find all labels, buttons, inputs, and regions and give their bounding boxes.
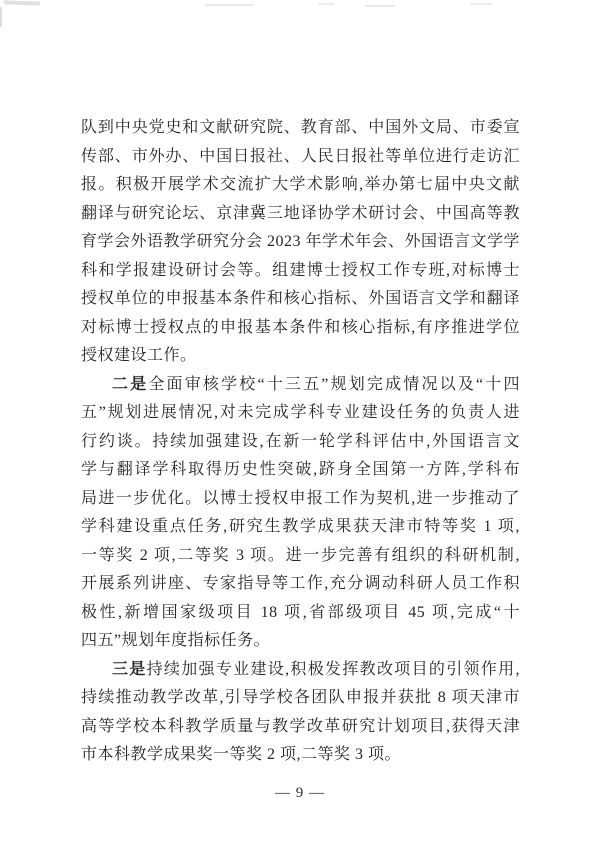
text-line: 开展系列讲座、专家指导等工作,充分调动科研人员工作积 [81,575,520,592]
paragraph-lead: 三是 [112,660,147,678]
text-line: 学与翻译学科取得历史性突破,跻身全国第一方阵,学科布 [81,461,520,478]
text-line: 翻译与研究论坛、京津冀三地译协学术研讨会、中国高等教 [81,204,520,222]
scan-artifact [205,4,253,6]
text-line: 行约谈。持续加强建设,在新一轮学科评估中,外国语言文 [81,432,520,450]
page-footer [0,783,600,803]
scan-artifact [318,3,334,5]
text-line: 二是全面审核学校“十三五”规划完成情况以及“十四 [112,375,520,393]
text-line: 持续推动教学改革,引导学校各团队申报并获批 8 项天津市 [81,689,520,706]
paragraph [81,656,520,770]
scan-artifact [470,3,492,5]
text-line: 四五”规划年度指标任务。 [81,632,271,649]
paragraph [81,114,520,371]
text-line: 市本科教学成果奖一等奖 2 项,二等奖 3 项。 [81,746,402,763]
text-line: 授权建设工作。 [81,347,197,364]
scan-artifact [365,5,395,7]
paragraph-lead: 二是 [112,375,149,393]
text-line: 局进一步优化。以博士授权申报工作为契机,进一步推动了 [81,489,520,507]
text-line: 三是持续加强专业建设,积极发挥教改项目的引领作用, [112,660,520,678]
scan-artifact [4,0,40,5]
scan-artifact [0,7,2,27]
text-line: 对标博士授权点的申报基本条件和核心指标,有序推进学位 [81,318,520,336]
text-line: 五”规划进展情况,对未完成学科专业建设任务的负责人进 [81,404,520,421]
text-line: 育学会外语教学研究分会 2023 年学术年会、外国语言文学学 [81,233,521,250]
document-body [81,114,520,770]
text-line: 传部、市外办、中国日报社、人民日报社等单位进行走访汇 [81,147,520,165]
text-line: 授权单位的申报基本条件和核心指标、外国语言文学和翻译 [81,290,520,307]
text-line: 极性,新增国家级项目 18 项,省部级项目 45 项,完成“十 [81,603,520,621]
text-line: 队到中央党史和文献研究院、教育部、中国外文局、市委宣 [81,119,520,136]
text-line: 高等学校本科教学质量与教学改革研究计划项目,获得天津 [81,717,520,735]
text-line: 科和学报建设研讨会等。组建博士授权工作专班,对标博士 [81,261,520,279]
page-number: — 9 — [275,785,325,801]
paragraph [81,371,520,656]
text-line: 报。积极开展学术交流扩大学术影响,举办第七届中央文献 [81,176,520,193]
text-line: 一等奖 2 项,二等奖 3 项。进一步完善有组织的科研机制, [81,546,520,564]
text-line: 学科建设重点任务,研究生教学成果获天津市特等奖 1 项, [81,518,520,535]
